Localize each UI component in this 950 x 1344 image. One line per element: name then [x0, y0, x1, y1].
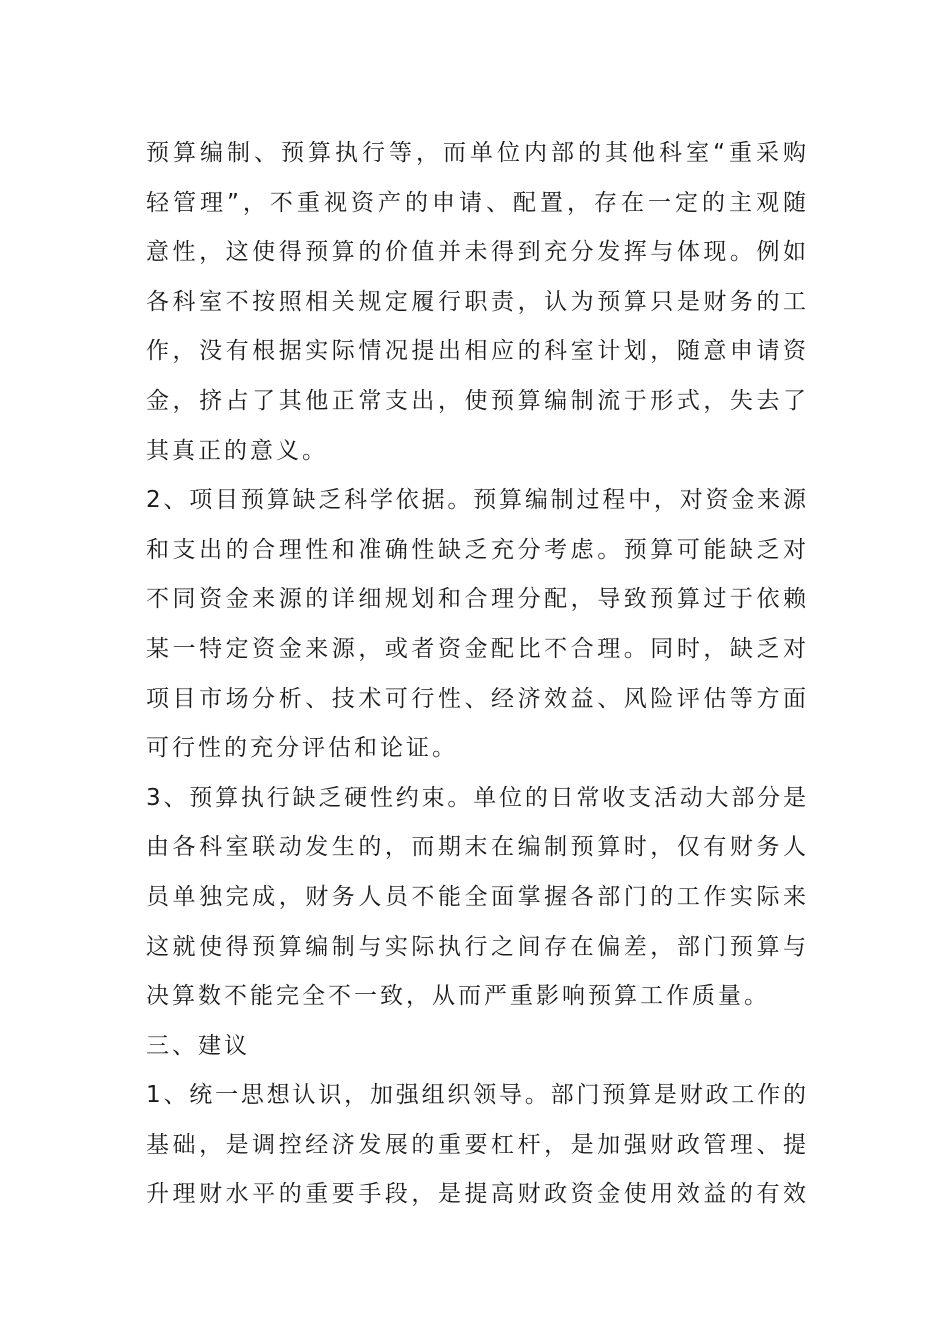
body-text [146, 129, 806, 1220]
text-line: 升理财水平的重要手段，是提高财政资金使用效益的有效 [146, 1181, 806, 1208]
text-line: 金，挤占了其他正常支出，使预算编制流于形式，失去了 [146, 387, 806, 414]
text-line: 作，没有根据实际情况提出相应的科室计划，随意申请资 [146, 338, 806, 365]
text-line: 3、预算执行缺乏硬性约束。单位的日常收支活动大部分是 [146, 784, 806, 811]
text-line: 和支出的合理性和准确性缺乏充分考虑。预算可能缺乏对 [146, 536, 806, 563]
text-line: 可行性的充分评估和论证。 [146, 735, 458, 762]
text-line: 各科室不按照相关规定履行职责，认为预算只是财务的工 [146, 288, 806, 315]
text-line: 基础，是调控经济发展的重要杠杆，是加强财政管理、提 [146, 1131, 806, 1158]
text-line: 预算编制、预算执行等，而单位内部的其他科室“重采购 [146, 140, 806, 166]
text-line: 轻管理”，不重视资产的申请、配置，存在一定的主观随 [146, 189, 806, 216]
text-line: 某一特定资金来源，或者资金配比不合理。同时，缺乏对 [146, 635, 806, 662]
text-line: 其真正的意义。 [146, 437, 328, 464]
text-line: 1、统一思想认识，加强组织领导。部门预算是财政工作的 [146, 1082, 806, 1109]
text-line: 意性，这使得预算的价值并未得到充分发挥与体现。例如 [146, 239, 806, 266]
text-line: 不同资金来源的详细规划和合理分配，导致预算过于依赖 [146, 586, 806, 613]
text-line: 三、建议 [146, 1032, 250, 1059]
text-line: 项目市场分析、技术可行性、经济效益、风险评估等方面 [146, 685, 806, 712]
text-line: 2、项目预算缺乏科学依据。预算编制过程中，对资金来源 [146, 487, 806, 514]
text-line: 员单独完成，财务人员不能全面掌握各部门的工作实际来 [146, 883, 806, 910]
text-line: 由各科室联动发生的，而期末在编制预算时，仅有财务人 [146, 834, 806, 861]
text-line: 这就使得预算编制与实际执行之间存在偏差，部门预算与 [146, 933, 806, 960]
text-line: 决算数不能完全不一致，从而严重影响预算工作质量。 [146, 983, 770, 1010]
